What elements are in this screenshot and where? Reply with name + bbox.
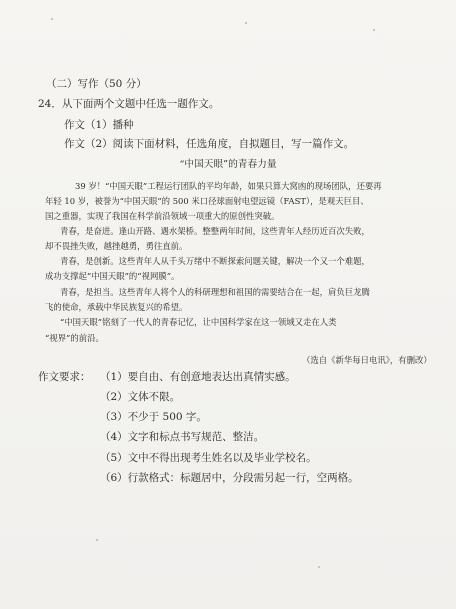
article-paragraph-1-line-1: 39 岁！“中国天眼”工程运行团队的平均年龄，如果只算大窝凼的现场团队，还要再 [75, 181, 382, 191]
article-paragraph-1-line-3: 国之重器，实现了我国在科学前沿领域一项重大的原创性突破。 [45, 211, 280, 221]
article-paragraph-5-line-2: “视界”的前沿。 [45, 333, 104, 343]
scan-speck [373, 29, 375, 31]
requirements-label: 作文要求： [38, 371, 91, 383]
scan-speck [245, 22, 247, 24]
requirement-5: （5）文中不得出现考生姓名以及毕业学校名。 [100, 452, 317, 464]
requirement-1: （1）要自由、有创意地表达出真情实感。 [100, 371, 296, 383]
requirement-6: （6）行款格式：标题居中，分段需另起一行，空两格。 [100, 472, 359, 484]
article-paragraph-4-line-2: 飞的使命，承载中华民族复兴的希望。 [45, 302, 188, 312]
question-24: 24．从下面两个文题中任选一题作文。 [38, 98, 220, 110]
scan-speck [51, 18, 53, 20]
prompt-2: 作文（2）阅读下面材料，任选角度，自拟题目，写一篇作文。 [64, 138, 355, 150]
article-paragraph-5-line-1: “中国天眼”铭刻了一代人的青春记忆，让中国科学家在这一领域又走在人类 [60, 317, 337, 327]
section-heading: （二）写作（50 分） [46, 78, 147, 90]
prompt-1: 作文（1）播种 [64, 119, 134, 131]
scan-speck [96, 539, 98, 541]
article-paragraph-2-line-2: 却不畏挫失败，越挫越勇，勇往直前。 [45, 241, 188, 251]
requirement-4: （4）文字和标点书写规范、整洁。 [100, 431, 265, 443]
article-paragraph-3-line-2: 成功支撑起“中国天眼”的“视网膜”。 [45, 271, 180, 281]
scan-speck [318, 566, 320, 568]
requirement-3: （3）不少于 500 字。 [100, 411, 207, 423]
article-source: （选自《新华每日电讯》，有删改） [302, 355, 432, 365]
article-paragraph-4-line-1: 青春，是担当。这些青年人将个人的科研理想和祖国的需要结合在一起，肩负巨龙腾 [60, 287, 370, 297]
article-paragraph-2-line-1: 青春，是奋进。逢山开路、遇水架桥。整整两年时间，这些青年人经历近百次失败， [60, 226, 370, 236]
article-title: “中国天眼”的青春力量 [179, 159, 277, 170]
requirement-2: （2）文体不限。 [100, 391, 181, 403]
article-paragraph-1-line-2: 年轻 10 岁，被誉为“中国天眼”的 500 米口径球面射电望远镜（FAST），是观天巨目、 [45, 196, 369, 206]
article-paragraph-3-line-1: 青春，是创新。这些青年人从千头万绪中不断探索问题关键，解决一个又一个难题， [60, 256, 370, 266]
